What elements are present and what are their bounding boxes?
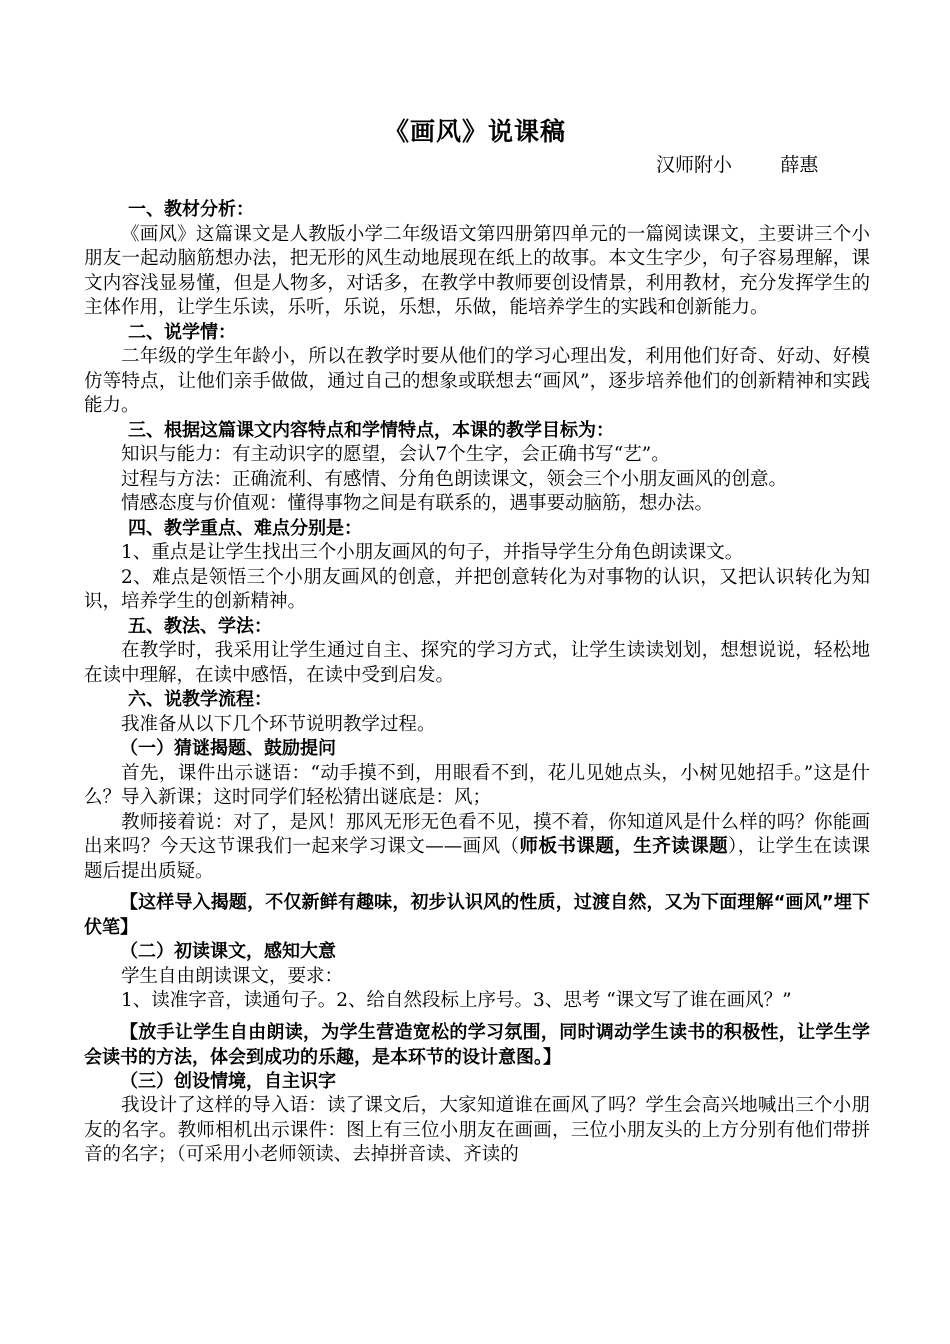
teacher-intro-text-a: 教师接着说：对了，是风！那风无形无色看不见，摸不着，你知道风是什么样的吗？你能画出来吗？今天这节课我们一起来学习课文——画风（	[84, 811, 870, 857]
section-heading-4: 四、教学重点、难点分别是：	[128, 517, 362, 539]
paragraph-key-point: 1、重点是让学生找出三个小朋友画风的句子，并指导学生分角色朗读课文。	[121, 542, 744, 563]
paragraph-goal-knowledge: 知识与能力：有主动识字的愿望，会认7个生字，会正确书写“艺”。	[121, 444, 670, 465]
paragraph-scenario: 我设计了这样的导入语：读了课文后，大家知道谁在画风了吗？学生会高兴地喊出三个小朋友的名字。教师相机出示课件：图上有三位小朋友在画画，三位小朋友头的上方分别有他们带拼音的名字；（可采用小老师领读、去掉拼音读、齐读的	[84, 1095, 870, 1165]
document-body	[84, 198, 870, 1168]
section-heading-3: 三、根据这篇课文内容特点和学情特点，本课的教学目标为：	[128, 419, 614, 441]
subsection-heading-1: （一）猜谜揭题、鼓励提问	[120, 738, 336, 759]
teacher-intro-bold: 师板书课题，生齐读课题	[519, 836, 729, 857]
paragraph-process-intro: 我准备从以下几个环节说明教学过程。	[121, 713, 436, 735]
author-line: 汉师附小 薛惠	[656, 154, 819, 176]
subsection-heading-2: （二）初读课文，感知大意	[120, 941, 336, 962]
design-note-2: 【放手让学生自由朗读，为学生营造宽松的学习氛围，同时调动学生读书的积极性，让学生学会读书的方法，体会到成功的乐趣，是本环节的设计意图。】	[84, 1021, 870, 1068]
design-note-1: 【这样导入揭题，不仅新鲜有趣味，初步认识风的性质，过渡自然，又为下面理解“画风”埋下伏笔】	[84, 892, 870, 938]
paragraph-goal-attitude: 情感态度与价值观：懂得事物之间是有联系的，遇事要动脑筋，想办法。	[121, 493, 714, 514]
paragraph-reading-requirements: 1、读准字音，读通句子。2、给自然段标上序号。3、思考 “课文写了谁在画风？”	[121, 990, 792, 1011]
paragraph-free-reading: 学生自由朗读课文，要求：	[121, 965, 344, 987]
teacher-intro-text-c: ），让学生在读课题后提出质疑。	[84, 836, 870, 882]
document-title: 《画风》说课稿	[383, 117, 566, 146]
section-heading-1: 一、教材分析：	[128, 199, 254, 220]
paragraph-methods: 在教学时，我采用让学生通过自主、探究的学习方式，让学生读读划划，想想说说，轻松地在读中理解，在读中感悟，在读中受到启发。	[84, 640, 870, 686]
subsection-heading-3: （三）创设情境，自主识字	[120, 1070, 336, 1092]
paragraph-difficult-point: 2、难点是领悟三个小朋友画风的创意，并把创意转化为对事物的认识，又把认识转化为知识，培养学生的创新精神。	[84, 566, 870, 612]
section-heading-2: 二、说学情：	[128, 321, 236, 343]
paragraph-learner-analysis: 二年级的学生年龄小，所以在教学时要从他们的学习心理出发，利用他们好奇、好动、好模仿等特点，让他们亲手做做，通过自己的想象或联想去“画风”，逐步培养他们的创新精神和实践能力。	[84, 346, 870, 416]
paragraph-riddle: 首先，课件出示谜语：“动手摸不到，用眼看不到，花儿见她点头，小树见她招手。”这是什么？导入新课；这时同学们轻松猜出谜底是：风；	[84, 762, 870, 808]
paragraph-teacher-intro	[84, 811, 870, 885]
section-heading-6: 六、说教学流程：	[128, 689, 272, 710]
paragraph-textbook-analysis: 《画风》这篇课文是人教版小学二年级语文第四册第四单元的一篇阅读课文，主要讲三个小朋友一起动脑筋想办法，把无形的风生动地展现在纸上的故事。本文生字少，句子容易理解，课文内容浅显易懂，但是人物多，对话多，在教学中教师要创设情景，利用教材，充分发挥学生的主体作用，让学生乐读，乐听，乐说，乐想，乐做，能培养学生的实践和创新能力。	[84, 223, 870, 318]
paragraph-goal-process: 过程与方法：正确流利、有感情、分角色朗读课文，领会三个小朋友画风的创意。	[121, 468, 788, 490]
section-heading-5: 五、教法、学法：	[128, 615, 272, 637]
